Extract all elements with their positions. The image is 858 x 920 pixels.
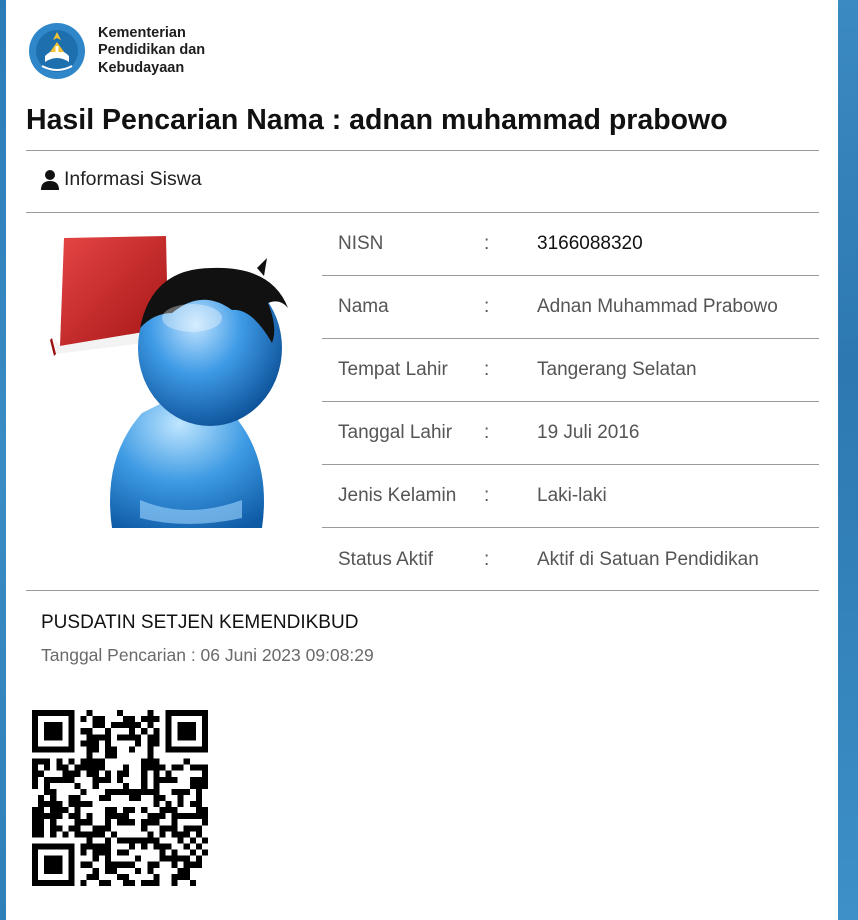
section-header <box>40 168 202 191</box>
info-separator: : <box>484 422 490 443</box>
info-row-tempat-lahir <box>322 339 819 402</box>
info-value: Tangerang Selatan <box>537 359 697 380</box>
student-avatar-icon <box>42 228 304 538</box>
info-value: Laki-laki <box>537 485 607 506</box>
info-value: 3166088320 <box>537 233 643 254</box>
info-row-jenis-kelamin <box>322 465 819 528</box>
search-date: Tanggal Pencarian : 06 Juni 2023 09:08:29 <box>41 645 374 665</box>
info-label: Tempat Lahir <box>338 359 448 380</box>
info-label: Status Aktif <box>338 548 434 570</box>
info-row-nama <box>322 276 819 339</box>
info-value: Aktif di Satuan Pendidikan <box>537 548 759 570</box>
info-row-nisn <box>322 213 819 276</box>
result-card <box>6 0 838 920</box>
user-icon <box>40 169 60 191</box>
info-row-tanggal-lahir <box>322 402 819 465</box>
info-label: Jenis Kelamin <box>338 485 457 506</box>
footer-org: PUSDATIN SETJEN KEMENDIKBUD <box>41 612 359 633</box>
info-value: 19 Juli 2016 <box>537 422 640 443</box>
info-label: Tanggal Lahir <box>338 422 453 443</box>
divider <box>26 150 819 151</box>
info-row-status-aktif <box>322 528 819 591</box>
info-separator: : <box>484 548 490 570</box>
student-info-table <box>322 213 819 591</box>
divider <box>26 590 819 591</box>
kemendikbud-logo-icon <box>28 22 86 80</box>
org-name: Kementerian Pendidikan dan Kebudayaan <box>98 24 206 76</box>
info-label: NISN <box>338 233 384 254</box>
section-label: Informasi Siswa <box>64 168 202 190</box>
qr-code-icon <box>32 710 208 886</box>
info-value: Adnan Muhammad Prabowo <box>537 296 778 317</box>
info-separator: : <box>484 296 490 317</box>
info-separator: : <box>484 485 490 506</box>
info-separator: : <box>484 359 490 380</box>
info-separator: : <box>484 233 490 254</box>
page-title: Hasil Pencarian Nama : adnan muhammad prabowo <box>26 104 728 136</box>
window-frame-right <box>838 0 858 920</box>
info-label: Nama <box>338 296 389 317</box>
header <box>28 22 228 80</box>
